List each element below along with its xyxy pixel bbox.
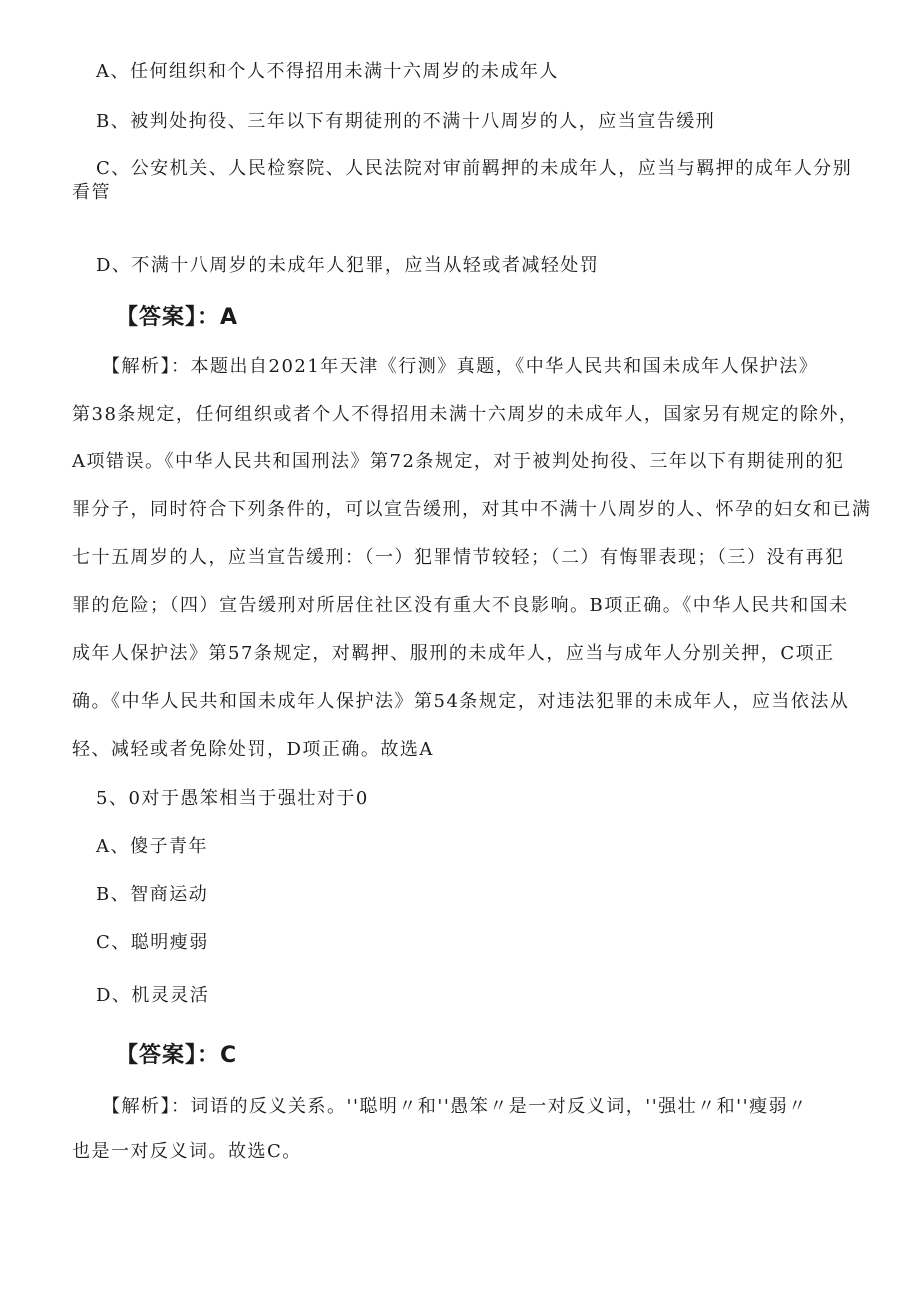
q4-analysis-line-1: 【解析】：本题出自2021年天津《行测》真题，《中华人民共和国未成年人保护法》 xyxy=(102,356,819,377)
q4-analysis-line-5: 七十五周岁的人，应当宣告缓刑：（一）犯罪情节较轻；（二）有悔罪表现；（三）没有再犯 xyxy=(72,547,845,568)
q5-answer: 【答案】：C xyxy=(116,1043,238,1068)
q4-analysis-line-4: 罪分子，同时符合下列条件的，可以宣告缓刑，对其中不满十八周岁的人、怀孕的妇女和已满 xyxy=(72,499,872,520)
q4-analysis-line-3: A项错误。《中华人民共和国刑法》第72条规定，对于被判处拘役、三年以下有期徒刑的犯 xyxy=(72,451,845,472)
q4-option-d: D、不满十八周岁的未成年人犯罪，应当从轻或者减轻处罚 xyxy=(96,255,600,276)
q5-option-c: C、聪明瘦弱 xyxy=(96,932,209,953)
q4-option-c-line2: 看管 xyxy=(72,182,111,203)
q5-option-d: D、机灵灵活 xyxy=(96,985,210,1006)
q4-option-a: A、任何组织和个人不得招用未满十六周岁的未成年人 xyxy=(96,61,559,82)
q4-analysis-line-9: 轻、减轻或者免除处罚，D项正确。故选A xyxy=(72,739,434,760)
q5-analysis-line-2: 也是一对反义词。故选C。 xyxy=(72,1141,302,1162)
q5-stem: 5、0对于愚笨相当于强壮对于0 xyxy=(96,788,369,809)
q4-analysis-line-7: 成年人保护法》第57条规定，对羁押、服刑的未成年人，应当与成年人分别关押，C项正 xyxy=(72,643,835,664)
q5-option-a: A、傻子青年 xyxy=(96,836,208,857)
q5-option-b: B、智商运动 xyxy=(96,884,209,905)
q5-analysis-line-1: 【解析】：词语的反义关系。''聪明〃和''愚笨〃是一对反义词，''强壮〃和''瘦弱〃 xyxy=(102,1096,808,1117)
q4-analysis-line-2: 第38条规定，任何组织或者个人不得招用未满十六周岁的未成年人，国家另有规定的除外， xyxy=(72,404,859,425)
q4-analysis-line-6: 罪的危险；（四）宣告缓刑对所居住社区没有重大不良影响。B项正确。《中华人民共和国未 xyxy=(72,595,849,616)
q4-option-b: B、被判处拘役、三年以下有期徒刑的不满十八周岁的人，应当宣告缓刑 xyxy=(96,111,716,132)
q4-analysis-line-8: 确。《中华人民共和国未成年人保护法》第54条规定，对违法犯罪的未成年人，应当依法从 xyxy=(72,691,850,712)
q4-option-c-line1: C、公安机关、人民检察院、人民法院对审前羁押的未成年人，应当与羁押的成年人分别 xyxy=(96,158,853,179)
q4-answer: 【答案】：A xyxy=(116,305,239,330)
